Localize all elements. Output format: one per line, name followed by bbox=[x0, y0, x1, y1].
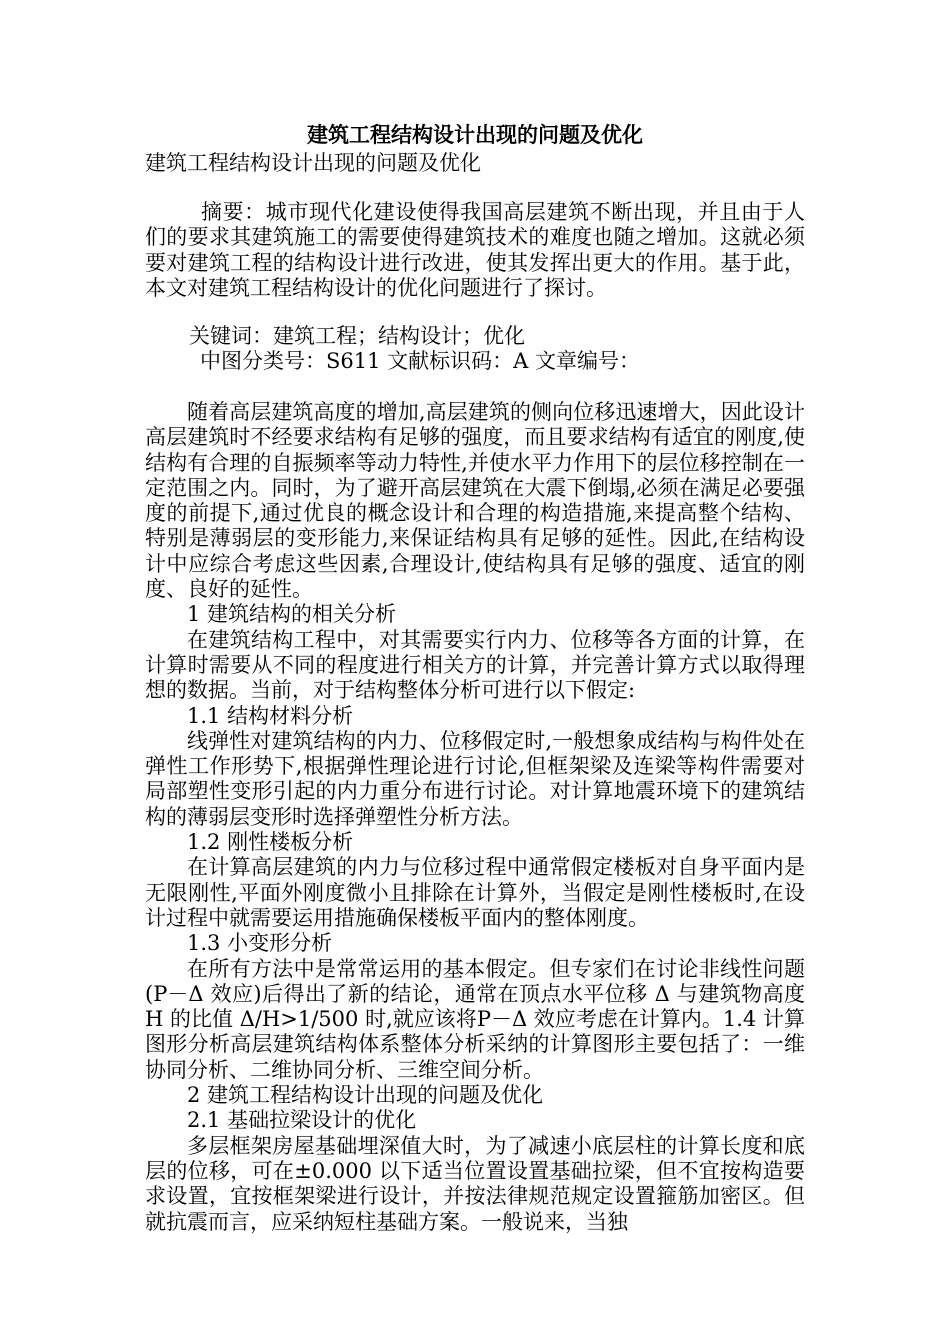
classification-line: 中图分类号：S611 文献标识码：A 文章编号： bbox=[200, 349, 640, 373]
body-paragraph: 随着高层建筑高度的增加,高层建筑的侧向位移迅速增大，因此设计高层建筑时不经要求结构有足够的强度，而且要求结构有适宜的刚度,使结构有合理的自振频率等动力特性,并使水平力作用下的层位移控制在一定范围之内。同时，为了避开高层建筑在大震下倒塌,必须在满足必要强度的前提下,通过优良的概念设计和合理的构造措施,来提高整个结构、特别是薄弱层的变形能力,来保证结构具有足够的延性。因此,在结构设计中应综合考虑这些因素,合理设计,使结构具有足够的强度、适宜的刚度、良好的延性。 bbox=[145, 400, 805, 602]
abstract-block bbox=[145, 200, 805, 301]
body-paragraph: 多层框架房屋基础埋深值大时，为了减速小底层柱的计算长度和底层的位移，可在±0.000 以下适当位置设置基础拉梁，但不宜按构造要求设置，宜按框架梁进行设计，并按法律规范规定设置箍筋加密区。但就抗震而言，应采纳短柱基础方案。一般说来，当独 bbox=[145, 1133, 805, 1234]
section-heading: 1 建筑结构的相关分析 bbox=[187, 602, 397, 627]
body-paragraph: 在所有方法中是常常运用的基本假定。但专家们在讨论非线性问题(P－Δ 效应)后得出了新的结论，通常在顶点水平位移 Δ 与建筑物高度H 的比值 Δ/H>1/500 时,就应该将P－Δ 效应考虑在计算内。1.4 计算图形分析高层建筑结构体系整体分析采纳的计算图形主要包括了：一维协同分析、二维协同分析、三维空间分析。 bbox=[145, 956, 805, 1082]
subsection-heading: 2.1 基础拉梁设计的优化 bbox=[187, 1108, 417, 1133]
document-title: 建筑工程结构设计出现的问题及优化 bbox=[307, 122, 643, 147]
main-text bbox=[145, 400, 805, 1235]
document-subtitle: 建筑工程结构设计出现的问题及优化 bbox=[145, 151, 481, 175]
section-heading: 2 建筑工程结构设计出现的问题及优化 bbox=[187, 1083, 544, 1108]
keywords-line: 关键词：建筑工程；结构设计；优化 bbox=[189, 324, 525, 348]
subsection-heading: 1.3 小变形分析 bbox=[187, 931, 333, 956]
body-paragraph: 在建筑结构工程中，对其需要实行内力、位移等各方面的计算，在计算时需要从不同的程度进行相关方的计算，并完善计算方式以取得理想的数据。当前，对于结构整体分析可进行以下假定: bbox=[145, 627, 805, 703]
body-paragraph: 在计算高层建筑的内力与位移过程中通常假定楼板对自身平面内是无限刚性,平面外刚度微小且排除在计算外，当假定是刚性楼板时,在设计过程中就需要运用措施确保楼板平面内的整体刚度。 bbox=[145, 855, 805, 930]
body-paragraph: 线弹性对建筑结构的内力、位移假定时,一般想象成结构与构件处在弹性工作形势下,根据弹性理论进行讨论,但框架梁及连梁等构件需要对局部塑性变形引起的内力重分布进行讨论。对计算地震环境下的建筑结构的薄弱层变形时选择弹塑性分析方法。 bbox=[145, 728, 805, 829]
subsection-heading: 1.2 刚性楼板分析 bbox=[187, 830, 354, 855]
abstract-paragraph: 摘要：城市现代化建设使得我国高层建筑不断出现，并且由于人们的要求其建筑施工的需要使得建筑技术的难度也随之增加。这就必须要对建筑工程的结构设计进行改进，使其发挥出更大的作用。基于此，本文对建筑工程结构设计的优化问题进行了探讨。 bbox=[145, 200, 805, 300]
subsection-heading: 1.1 结构材料分析 bbox=[187, 703, 354, 728]
